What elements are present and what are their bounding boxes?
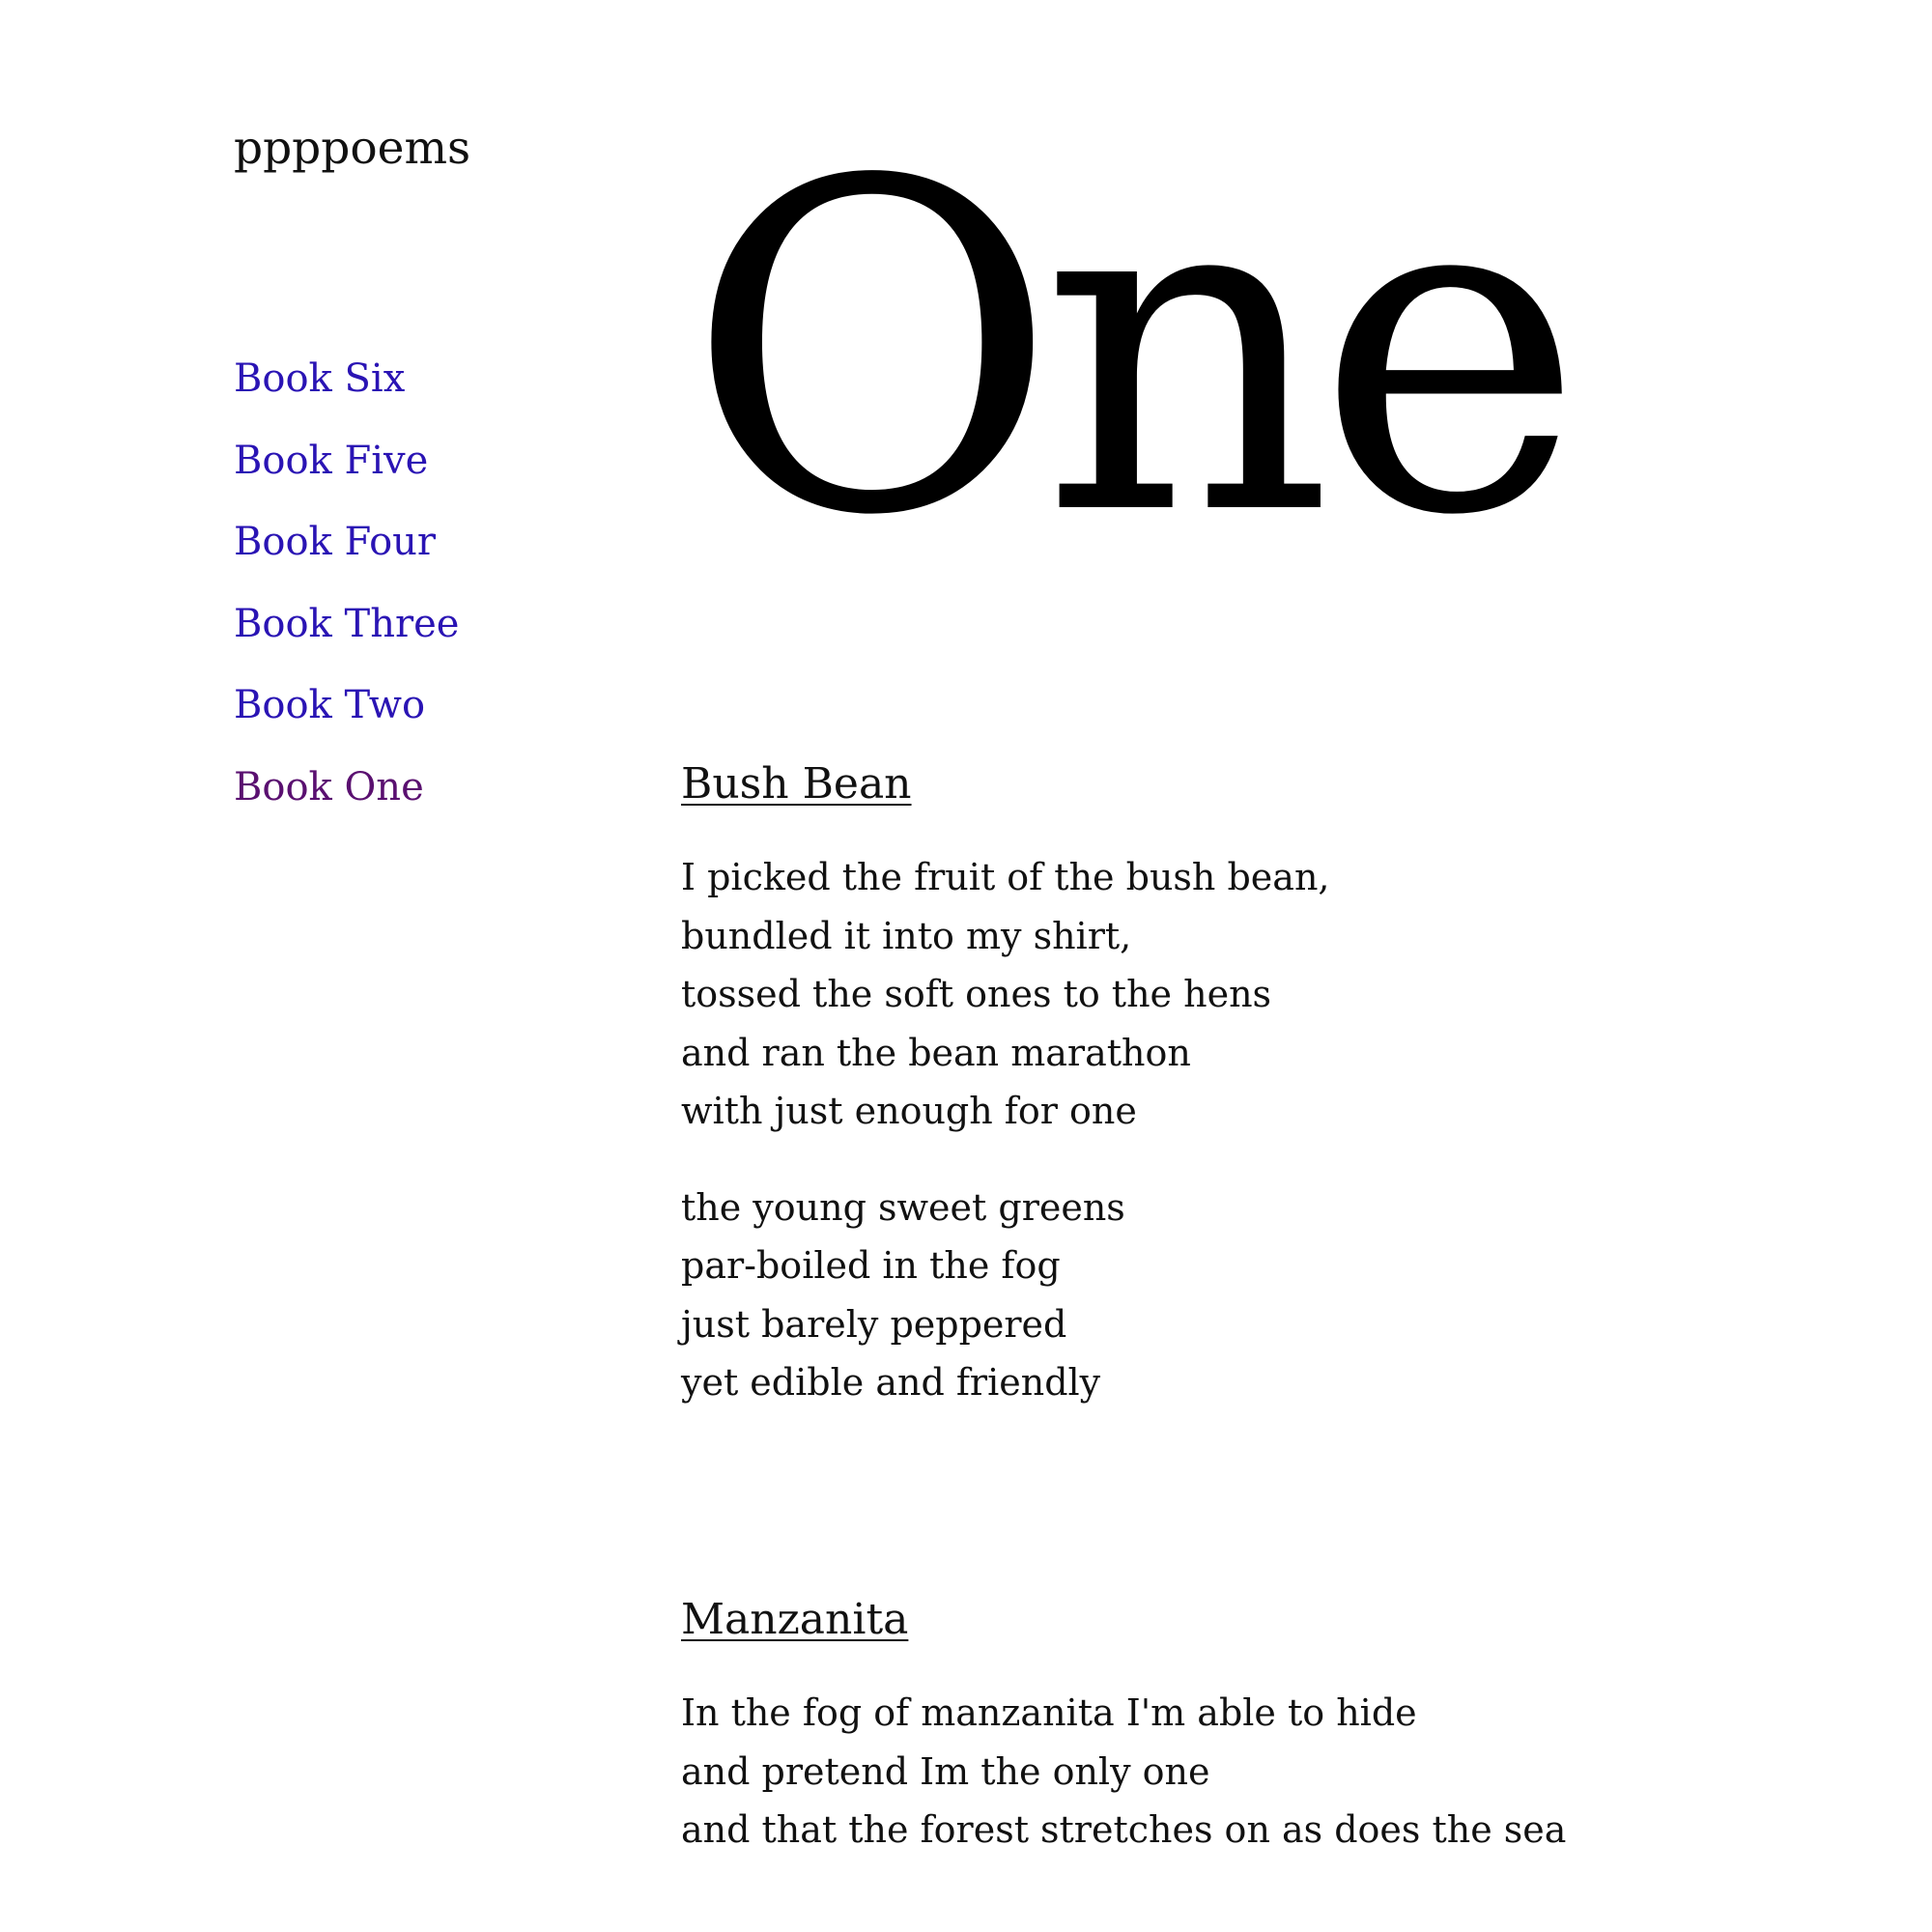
nav-link-book-four[interactable]: Book Four (234, 520, 437, 565)
poem-bush-bean (681, 759, 1840, 1450)
nav-link-book-three[interactable]: Book Three (234, 601, 460, 646)
site-title[interactable]: ppppoems (234, 122, 471, 175)
page-title: One (686, 86, 1568, 614)
poem-line: with just enough for one (681, 1090, 1137, 1132)
nav-link-book-one[interactable]: Book One (234, 764, 424, 810)
poem-line: and pretend Im the only one (681, 1749, 1210, 1793)
nav-link-book-five[interactable]: Book Five (234, 438, 429, 483)
stanza (681, 848, 1840, 1141)
poem-title-link[interactable]: Manzanita (681, 1595, 909, 1644)
poem-line: the young sweet greens (681, 1185, 1125, 1229)
nav-link-book-six[interactable]: Book Six (234, 356, 406, 401)
stanza (681, 1179, 1840, 1412)
poem-line: tossed the soft ones to the hens (681, 973, 1272, 1015)
poem-line: I picked the fruit of the bush bean, (681, 856, 1330, 898)
poem-line: and that the forest stretches on as does the sea (681, 1808, 1567, 1851)
nav-item (234, 764, 459, 850)
nav-item (234, 520, 459, 605)
poem-line: yet edible and friendly (681, 1361, 1101, 1404)
poem-line: par-boiled in the fog (681, 1244, 1061, 1287)
book-nav (234, 356, 460, 850)
stanza (681, 1684, 1840, 1860)
poem-line: just barely peppered (681, 1302, 1067, 1346)
nav-link-book-two[interactable]: Book Two (234, 683, 426, 728)
nav-item (234, 438, 459, 524)
poem-line: In the fog of manzanita I'm able to hide (681, 1691, 1417, 1734)
nav-item (234, 601, 460, 687)
poem-manzanita (681, 1595, 1840, 1897)
nav-item (234, 356, 459, 441)
poem-line: and ran the bean marathon (681, 1031, 1191, 1074)
poem-title-link[interactable]: Bush Bean (681, 759, 912, 809)
nav-item (234, 683, 459, 768)
poem-line: bundled it into my shirt, (681, 914, 1132, 957)
